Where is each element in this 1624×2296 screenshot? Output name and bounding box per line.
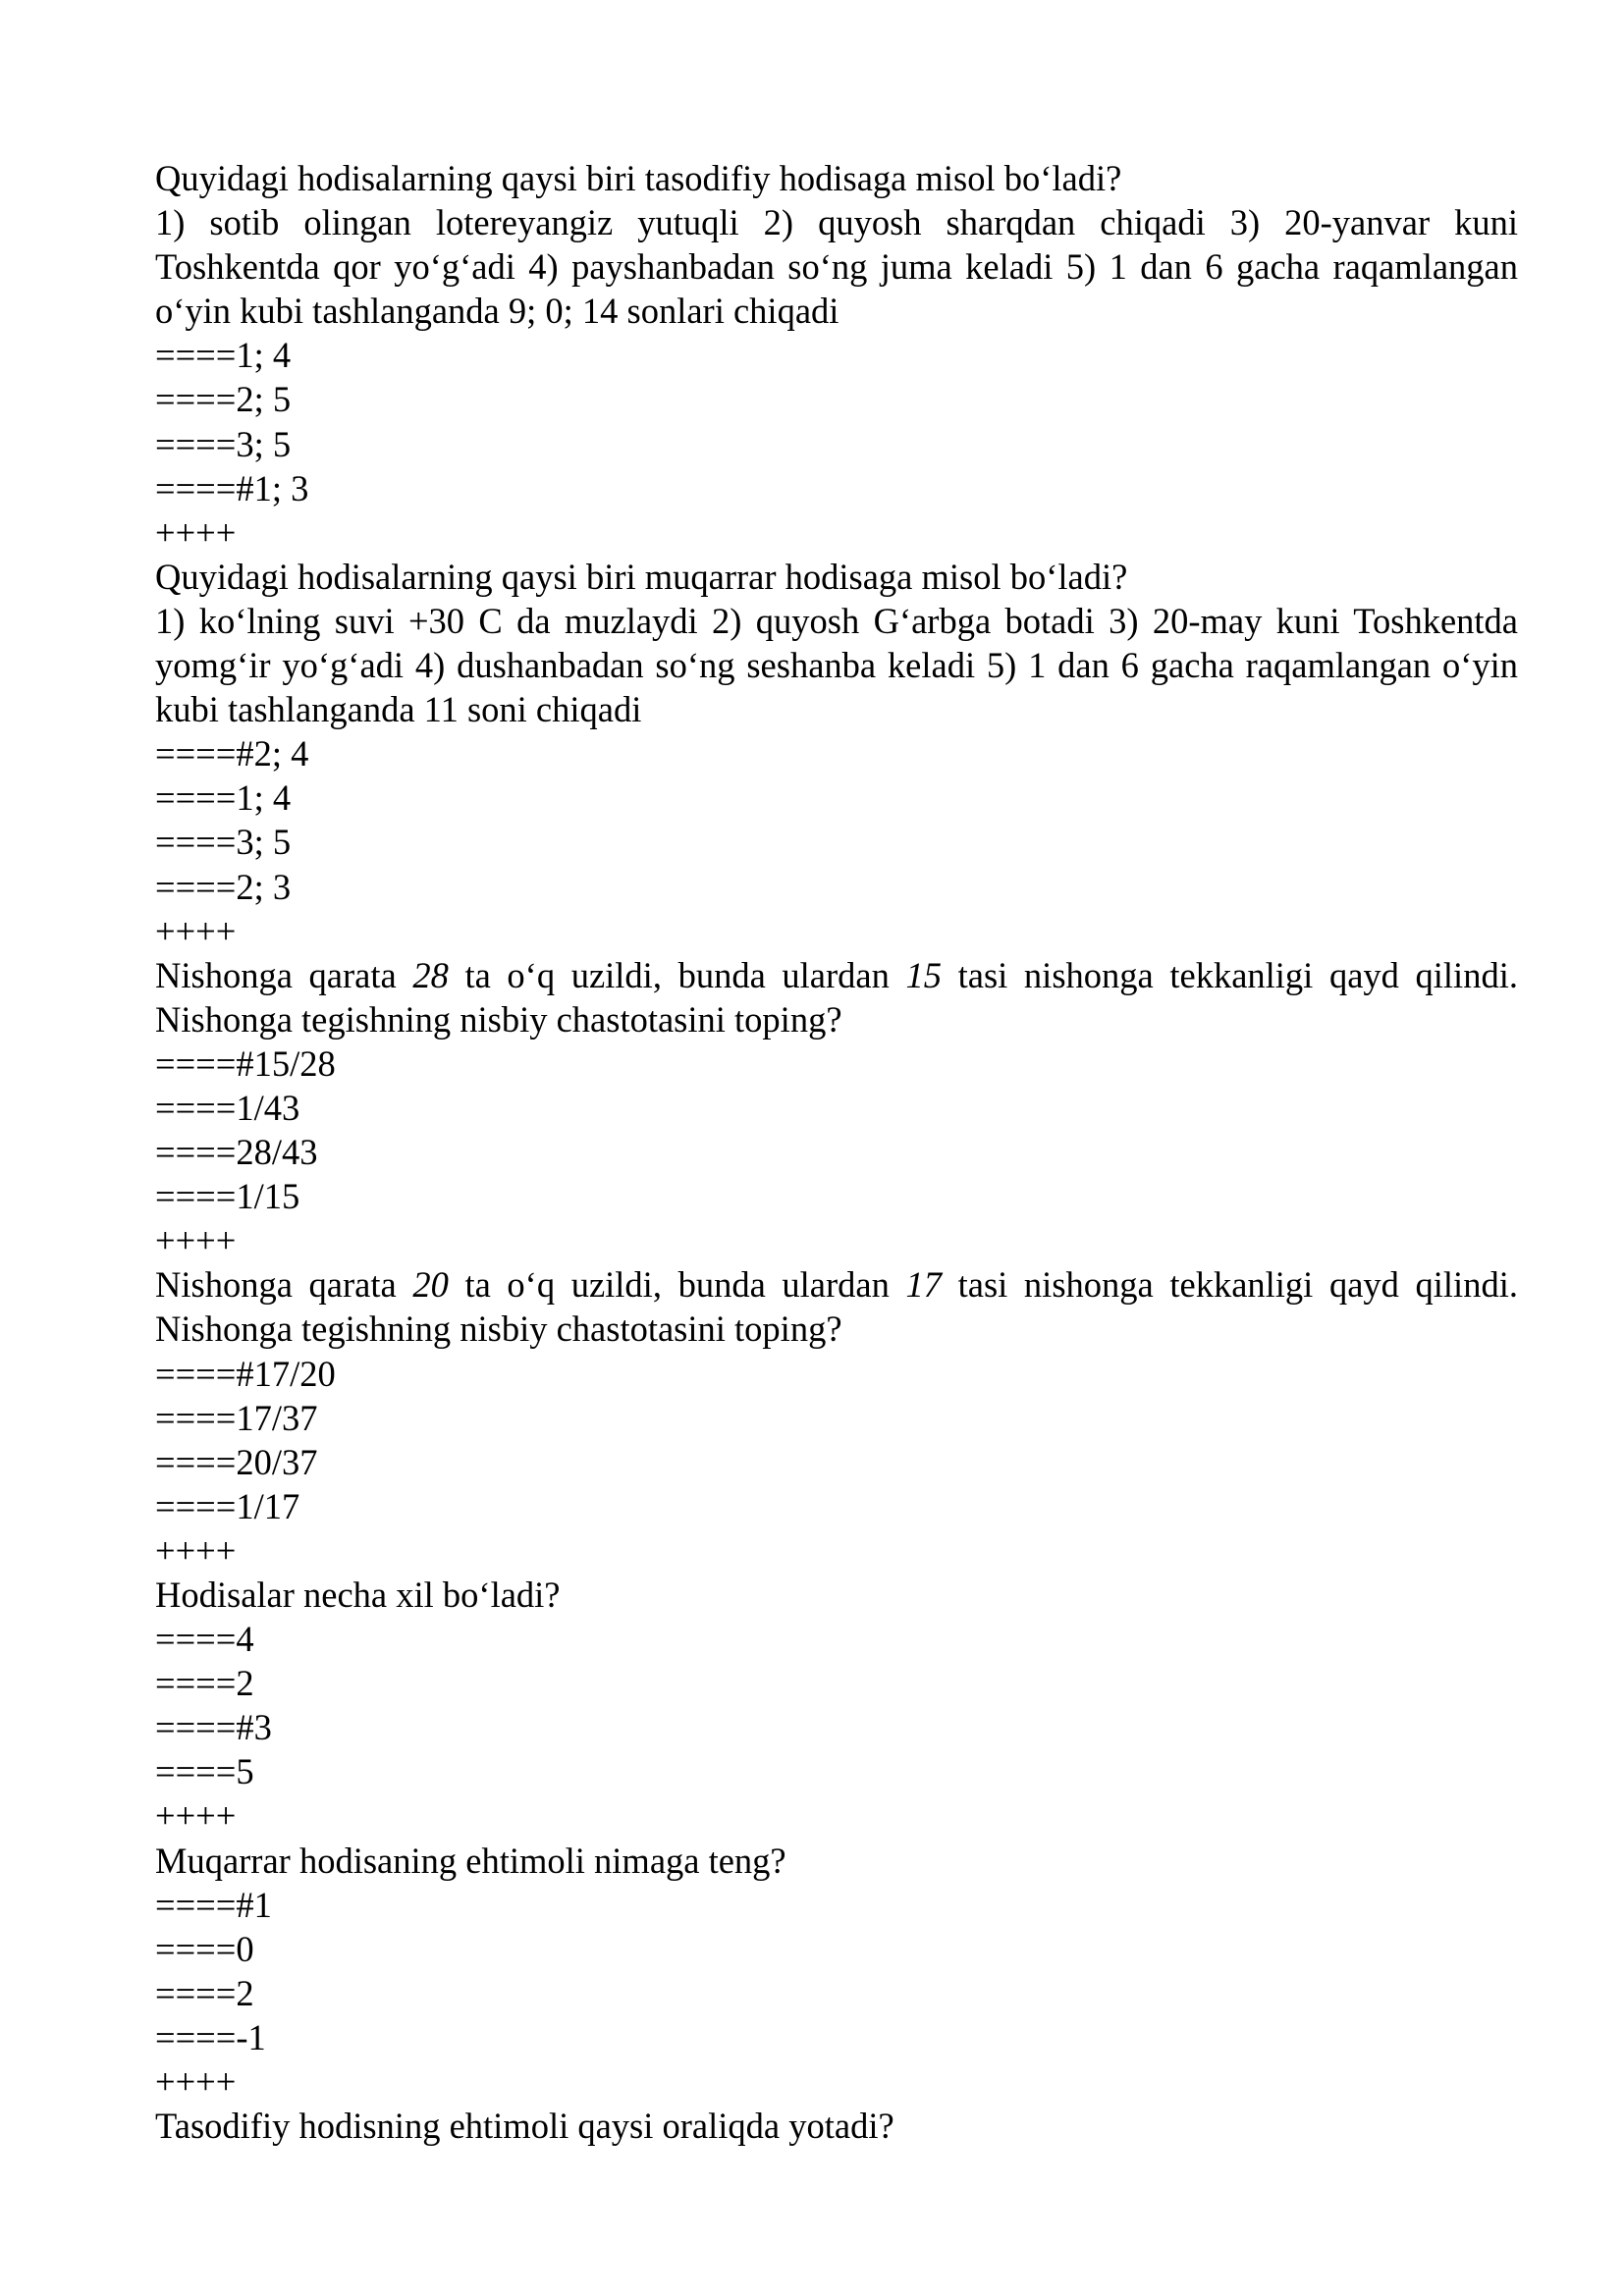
question-separator: ++++ bbox=[155, 511, 237, 553]
question-separator: ++++ bbox=[155, 1795, 237, 1837]
question-text: Hodisalar necha xil bo‘ladi? bbox=[155, 1575, 561, 1615]
answer-option: ====17/37 bbox=[155, 1397, 318, 1438]
question-text-part: tasi nishonga tekkanligi qayd qilindi. Nishonga tegishning nisbiy chastotasini toping? bbox=[155, 954, 1518, 1040]
question-text-part: ta o‘q uzildi, bunda ulardan bbox=[448, 1264, 906, 1306]
question-separator: ++++ bbox=[155, 1220, 237, 1261]
question-separator: ++++ bbox=[155, 910, 237, 951]
question-number: 28 bbox=[412, 954, 449, 995]
question-block bbox=[155, 1262, 1518, 1573]
answer-option: ====2 bbox=[155, 1972, 254, 2013]
answer-option: ====4 bbox=[155, 1619, 254, 1660]
answer-option: ====1/43 bbox=[155, 1087, 300, 1128]
question-text bbox=[155, 953, 1518, 1041]
answer-option: ====2; 5 bbox=[155, 379, 292, 420]
question-number: 15 bbox=[905, 954, 942, 995]
question-details: 1) sotib olingan lotereyangiz yutuqli 2) quyosh sharqdan chiqadi 3) 20-yanvar kuni Toshkentda qor yo‘g‘adi 4) payshanbadan so‘ng juma keladi 5) 1 dan 6 gacha raqamlangan o‘yin kubi tashlanganda 9; 0; 14 sonlari chiqadi bbox=[155, 202, 1518, 332]
question-text: Tasodifiy hodisning ehtimoli qaysi oraliqda yotadi? bbox=[155, 2106, 894, 2147]
answer-option-correct: ====#2; 4 bbox=[155, 733, 309, 774]
answer-option-correct: ====#17/20 bbox=[155, 1353, 336, 1394]
question-separator: ++++ bbox=[155, 1529, 237, 1571]
answer-option-correct: ====#1 bbox=[155, 1884, 272, 1925]
answer-option-correct: ====#3 bbox=[155, 1707, 272, 1748]
question-text: Muqarrar hodisaning ehtimoli nimaga teng? bbox=[155, 1840, 786, 1881]
answer-option: ====20/37 bbox=[155, 1441, 318, 1482]
answer-option-correct: ====#15/28 bbox=[155, 1042, 336, 1084]
answer-option-correct: ====#1; 3 bbox=[155, 467, 309, 508]
question-block bbox=[155, 1573, 1518, 1839]
question-block bbox=[155, 953, 1518, 1263]
question-text-part: Nishonga qarata bbox=[155, 1264, 413, 1306]
answer-option: ====2 bbox=[155, 1663, 254, 1704]
answer-option: ====5 bbox=[155, 1751, 254, 1792]
question-text bbox=[155, 1262, 1518, 1351]
question-text-part: tasi nishonga tekkanligi qayd qilindi. Nishonga tegishning nisbiy chastotasini toping? bbox=[155, 1264, 1518, 1350]
answer-option: ====2; 3 bbox=[155, 866, 292, 907]
question-text: Quyidagi hodisalarning qaysi biri tasodifiy hodisaga misol bo‘ladi? bbox=[155, 158, 1122, 198]
document-page bbox=[155, 156, 1518, 2148]
answer-option: ====0 bbox=[155, 1928, 254, 1969]
answer-option: ====1; 4 bbox=[155, 777, 292, 819]
answer-option: ====1; 4 bbox=[155, 335, 292, 376]
question-text-part: ta o‘q uzildi, bunda ulardan bbox=[448, 954, 906, 995]
answer-option: ====-1 bbox=[155, 2016, 266, 2057]
question-number: 20 bbox=[412, 1264, 449, 1306]
question-block bbox=[155, 156, 1518, 555]
question-details: 1) ko‘lning suvi +30 C da muzlaydi 2) quyosh G‘arbga botadi 3) 20-may kuni Toshkentda yomg‘ir yo‘g‘adi 4) dushanbadan so‘ng seshanba keladi 5) 1 dan 6 gacha raqamlangan o‘yin kubi tashlanganda 11 soni chiqadi bbox=[155, 600, 1518, 730]
answer-option: ====1/17 bbox=[155, 1485, 300, 1526]
question-block bbox=[155, 2104, 1518, 2148]
question-block bbox=[155, 555, 1518, 953]
answer-option: ====3; 5 bbox=[155, 822, 292, 863]
answer-option: ====3; 5 bbox=[155, 423, 292, 464]
question-number: 17 bbox=[905, 1264, 942, 1306]
question-block bbox=[155, 1839, 1518, 2105]
answer-option: ====28/43 bbox=[155, 1132, 318, 1173]
answer-option: ====1/15 bbox=[155, 1176, 300, 1217]
question-text: Quyidagi hodisalarning qaysi biri muqarrar hodisaga misol bo‘ladi? bbox=[155, 556, 1128, 597]
question-separator: ++++ bbox=[155, 2061, 237, 2103]
question-text-part: Nishonga qarata bbox=[155, 954, 413, 995]
